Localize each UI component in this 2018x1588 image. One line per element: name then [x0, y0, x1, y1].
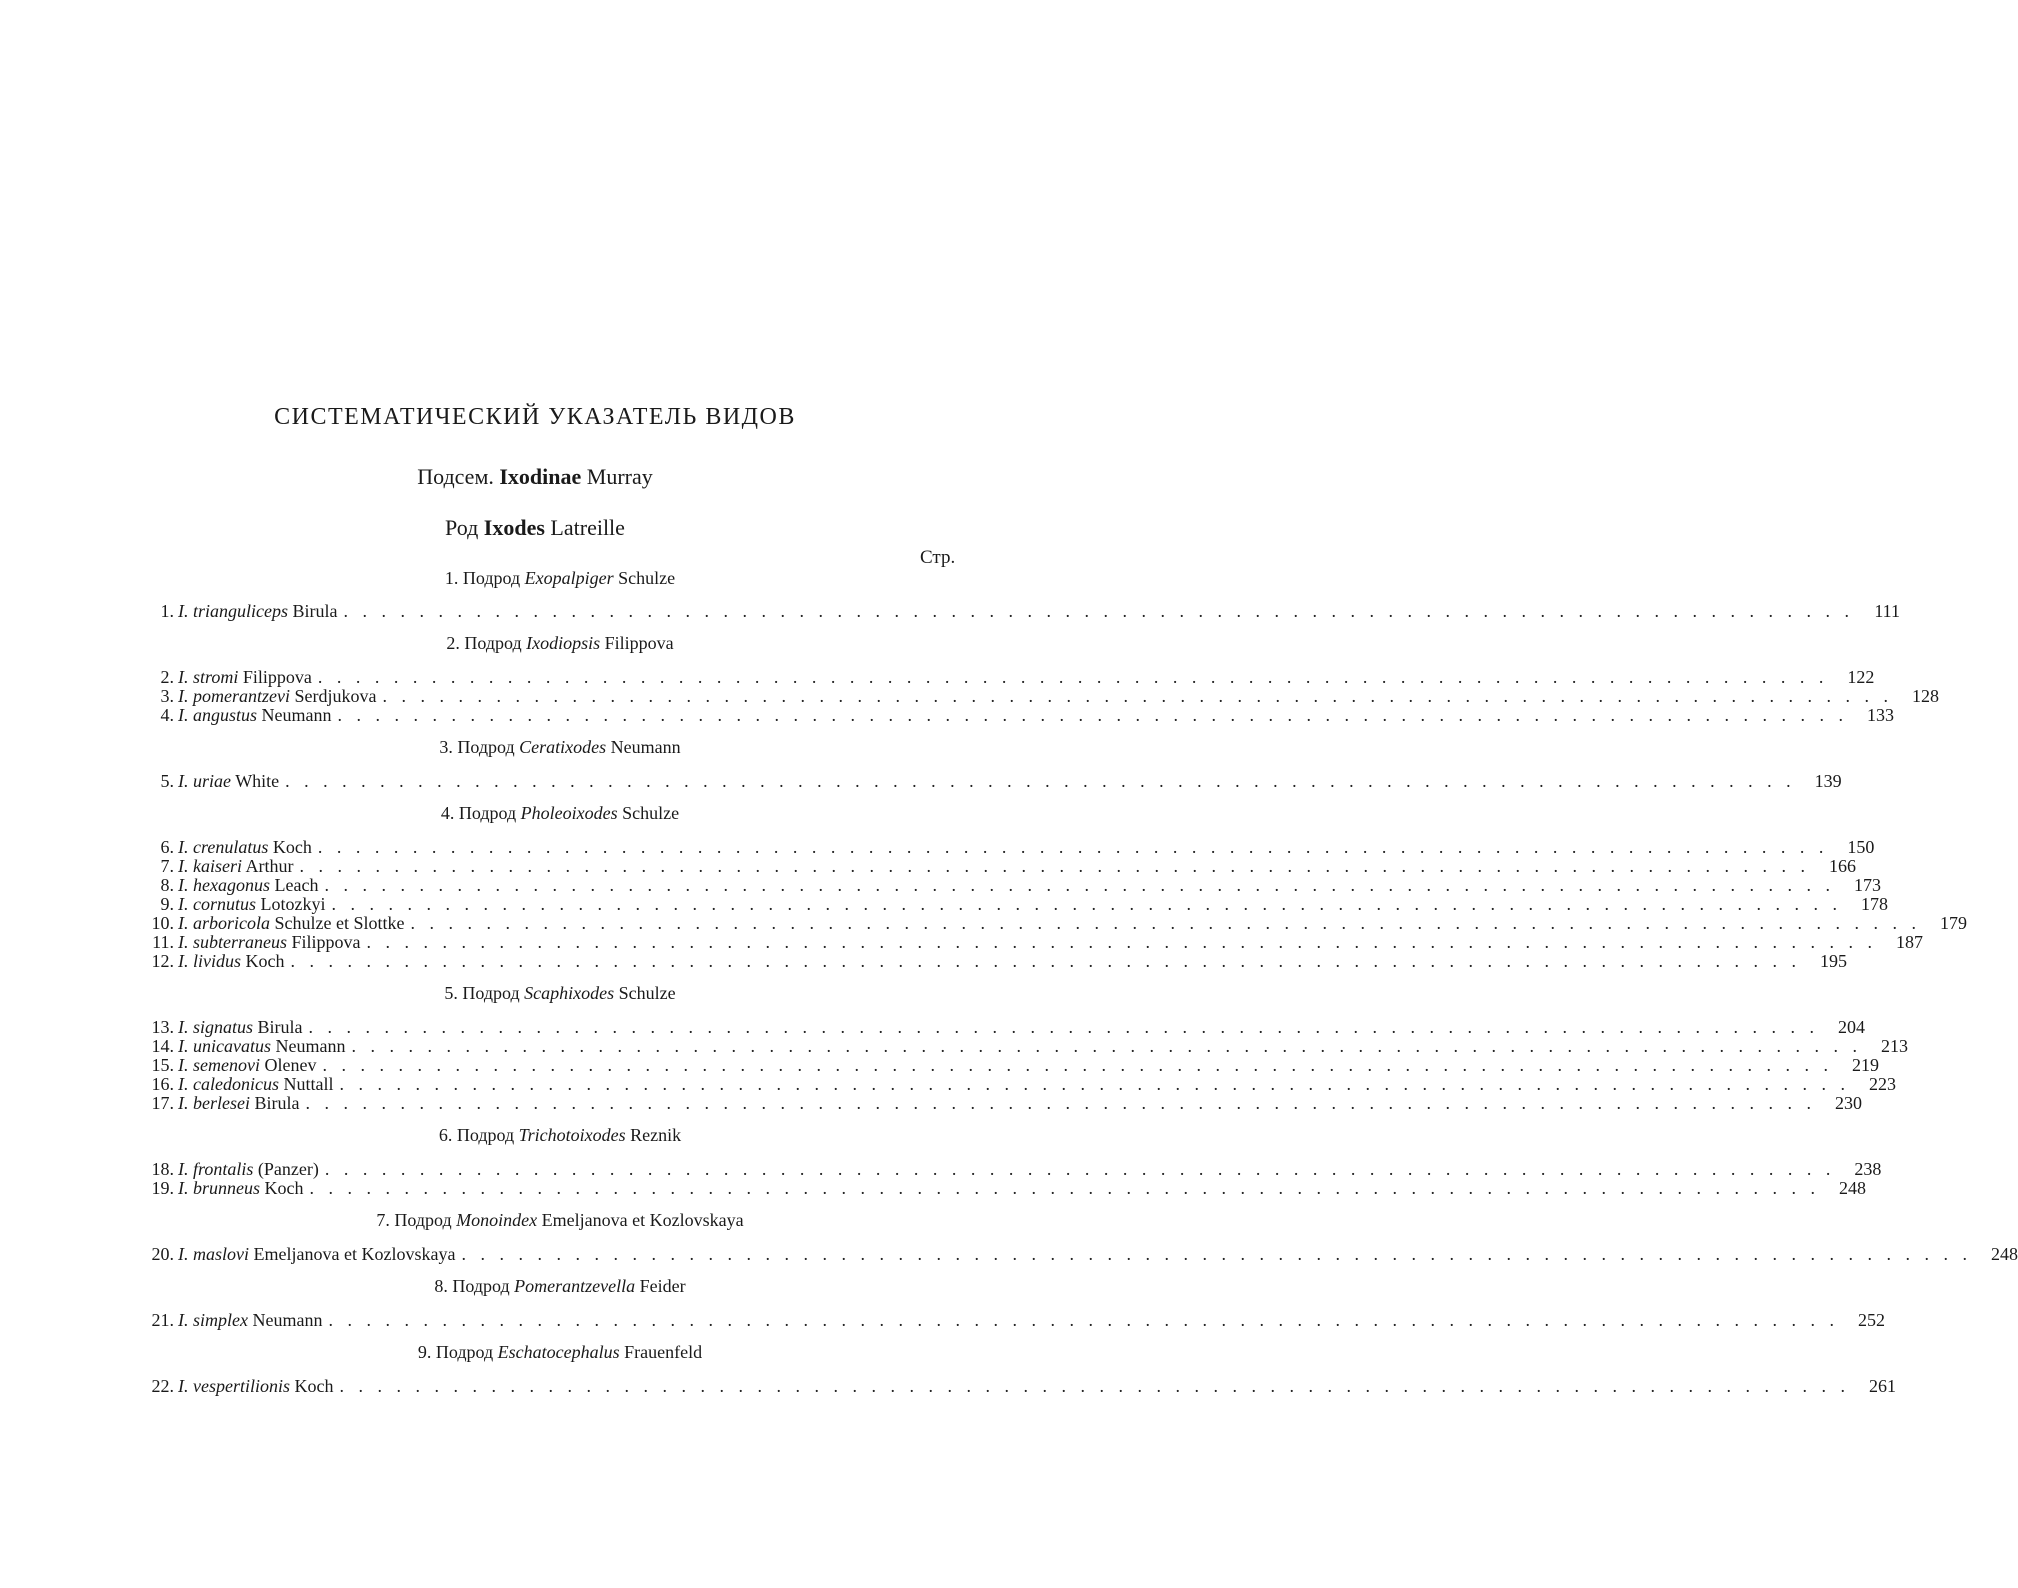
subfamily-name: Ixodinae [499, 464, 582, 489]
subgenus-name: Pholeoixodes [520, 803, 618, 823]
species-entry [140, 1017, 1866, 1037]
page-number: 238 [1854, 1159, 1882, 1179]
subgenus-label: Подрод [458, 803, 517, 823]
genus-abbrev: I. [178, 686, 189, 706]
genus-heading [0, 515, 1070, 541]
species-number: 2. [160, 667, 174, 687]
dot-leader: . . . . . . . . . . . . . . . . . . . . . . . . . . . . . . . . . . . . . . . . . . . . . . . . . . . . . . . . . . . . . . . . . . . . . . . . . . . . . . . . [308, 1017, 1820, 1037]
species-name [174, 1037, 345, 1056]
species-epithet: caledonicus [193, 1074, 279, 1094]
genus-abbrev: I. [178, 932, 189, 952]
genus-abbrev: I. [178, 1159, 189, 1179]
species-entry [140, 1159, 1882, 1179]
species-author: Serdjukova [294, 686, 377, 706]
subgenus-number: 7. [376, 1210, 390, 1230]
species-number: 10. [151, 913, 174, 933]
genus-abbrev: I. [178, 667, 189, 687]
species-list [140, 601, 1900, 621]
subgenus-name: Eschatocephalus [497, 1342, 620, 1362]
page-number: 195 [1820, 951, 1847, 971]
species-entry [140, 1310, 1885, 1330]
subgenus-section [140, 1340, 1896, 1396]
species-list [140, 1017, 1908, 1113]
species-author: Neumann [261, 705, 332, 725]
subgenus-section [140, 1123, 1882, 1198]
genus-name: Ixodes [483, 515, 545, 540]
species-list [140, 1376, 1896, 1396]
species-author: Lotozkyi [260, 894, 326, 914]
species-name [174, 895, 326, 914]
species-entry [140, 932, 1924, 952]
subgenus-number: 8. [434, 1276, 448, 1296]
subgenus-heading [140, 801, 970, 825]
species-number: 16. [151, 1074, 174, 1094]
subgenus-section [140, 631, 1939, 725]
species-list [140, 837, 1967, 971]
species-epithet: cornutus [193, 894, 256, 914]
species-entry [140, 875, 1881, 895]
species-name [174, 914, 405, 933]
subgenus-label: Подрод [462, 983, 520, 1003]
genus-abbrev: I. [178, 1036, 189, 1056]
dot-leader: . . . . . . . . . . . . . . . . . . . . . . . . . . . . . . . . . . . . . . . . . . . . . . . . . . . . . . . . . . . . . . . . . . . . . . . . . . . . . . . . [322, 1055, 1833, 1075]
species-name [174, 602, 338, 621]
species-epithet: vespertilionis [193, 1376, 290, 1396]
species-number: 22. [151, 1376, 174, 1396]
subfamily-author: Murray [586, 464, 653, 489]
species-author: Koch [294, 1376, 334, 1396]
genus-abbrev: I. [178, 1376, 189, 1396]
page-number: 122 [1847, 667, 1875, 687]
species-name [174, 1094, 299, 1113]
species-author: Koch [245, 951, 285, 971]
subgenus-name: Monoindex [456, 1210, 538, 1230]
dot-leader: . . . . . . . . . . . . . . . . . . . . . . . . . . . . . . . . . . . . . . . . . . . . . . . . . . . . . . . . . . . . . . . . . . . . . . . . . . . . . . . . [366, 932, 1878, 952]
species-number: 9. [160, 894, 174, 914]
species-author: (Panzer) [257, 1159, 319, 1179]
species-entry [140, 951, 1847, 971]
subgenus-author: Feider [639, 1276, 686, 1296]
species-name [174, 876, 318, 895]
dot-leader: . . . . . . . . . . . . . . . . . . . . . . . . . . . . . . . . . . . . . . . . . . . . . . . . . . . . . . . . . . . . . . . . . . . . . . . . . . . . . . . . [305, 1093, 1816, 1113]
page-number: 139 [1814, 771, 1842, 791]
genus-abbrev: I. [178, 875, 189, 895]
dot-leader: . . . . . . . . . . . . . . . . . . . . . . . . . . . . . . . . . . . . . . . . . . . . . . . . . . . . . . . . . . . . . . . . . . . . . . . . . . . . . . . . [328, 1310, 1839, 1330]
dot-leader: . . . . . . . . . . . . . . . . . . . . . . . . . . . . . . . . . . . . . . . . . . . . . . . . . . . . . . . . . . . . . . . . . . . . . . . . . . . . . . . . [351, 1036, 1862, 1056]
species-list [140, 771, 1842, 791]
genus-abbrev: I. [178, 1055, 189, 1075]
genus-abbrev: I. [178, 1310, 189, 1330]
species-epithet: brunneus [193, 1178, 260, 1198]
genus-abbrev: I. [178, 913, 189, 933]
genus-abbrev: I. [178, 771, 189, 791]
subgenus-heading [140, 566, 970, 590]
species-author: Emeljanova et Kozlovskaya [253, 1244, 456, 1264]
species-author: Nuttall [283, 1074, 334, 1094]
subgenus-number: 5. [444, 983, 458, 1003]
species-epithet: pomerantzevi [193, 686, 290, 706]
subgenus-name: Ceratixodes [519, 737, 607, 757]
species-list [140, 667, 1939, 725]
species-number: 13. [151, 1017, 174, 1037]
dot-leader: . . . . . . . . . . . . . . . . . . . . . . . . . . . . . . . . . . . . . . . . . . . . . . . . . . . . . . . . . . . . . . . . . . . . . . . . . . . . . . . . [461, 1244, 1972, 1264]
dot-leader: . . . . . . . . . . . . . . . . . . . . . . . . . . . . . . . . . . . . . . . . . . . . . . . . . . . . . . . . . . . . . . . . . . . . . . . . . . . . . . . . [339, 1074, 1850, 1094]
page-number: 150 [1847, 837, 1875, 857]
dot-leader: . . . . . . . . . . . . . . . . . . . . . . . . . . . . . . . . . . . . . . . . . . . . . . . . . . . . . . . . . . . . . . . . . . . . . . . . . . . . . . . . [290, 951, 1801, 971]
page-number: 248 [1839, 1178, 1866, 1198]
species-number: 4. [160, 705, 174, 725]
subgenus-label: Подрод [435, 1342, 494, 1362]
species-name [174, 857, 294, 876]
species-epithet: frontalis [193, 1159, 254, 1179]
genus-abbrev: I. [178, 705, 189, 725]
page-number: 213 [1880, 1036, 1908, 1056]
species-author: Schulze et Slottke [274, 913, 405, 933]
species-entry [140, 667, 1875, 687]
subgenus-author: Neumann [610, 737, 681, 757]
species-number: 8. [160, 875, 174, 895]
species-name [174, 1160, 319, 1179]
species-name [174, 838, 312, 857]
subgenus-heading [140, 1274, 970, 1298]
genus-abbrev: I. [178, 1244, 189, 1264]
subgenus-heading [140, 981, 970, 1005]
subgenus-section [140, 1208, 2018, 1264]
genus-abbrev: I. [178, 1178, 189, 1198]
page-number: 133 [1867, 705, 1894, 725]
subgenus-name: Trichotoixodes [518, 1125, 626, 1145]
species-author: Koch [272, 837, 312, 857]
subgenus-author: Filippova [604, 633, 674, 653]
species-name [174, 706, 332, 725]
subgenus-name: Scaphixodes [524, 983, 615, 1003]
dot-leader: . . . . . . . . . . . . . . . . . . . . . . . . . . . . . . . . . . . . . . . . . . . . . . . . . . . . . . . . . . . . . . . . . . . . . . . . . . . . . . . . [331, 894, 1842, 914]
page-number: 187 [1896, 932, 1924, 952]
subfamily-prefix: Подсем. [417, 464, 494, 489]
subgenus-section [140, 981, 1908, 1113]
genus-abbrev: I. [178, 1074, 189, 1094]
dot-leader: . . . . . . . . . . . . . . . . . . . . . . . . . . . . . . . . . . . . . . . . . . . . . . . . . . . . . . . . . . . . . . . . . . . . . . . . . . . . . . . . [317, 667, 1829, 687]
species-name [174, 1377, 334, 1396]
species-author: Leach [274, 875, 319, 895]
page-number: 252 [1857, 1310, 1885, 1330]
subgenus-section [140, 735, 1842, 791]
subgenus-number: 1. [444, 568, 459, 588]
species-epithet: lividus [193, 951, 241, 971]
species-entry [140, 686, 1939, 706]
subgenus-section [140, 801, 1967, 971]
genus-abbrev: I. [178, 951, 189, 971]
species-name [174, 1018, 303, 1037]
species-entry [140, 1244, 2018, 1264]
genus-abbrev: I. [178, 1093, 189, 1113]
species-epithet: signatus [193, 1017, 254, 1037]
species-entry [140, 601, 1900, 621]
species-entry [140, 771, 1842, 791]
genus-abbrev: I. [178, 1017, 189, 1037]
dot-leader: . . . . . . . . . . . . . . . . . . . . . . . . . . . . . . . . . . . . . . . . . . . . . . . . . . . . . . . . . . . . . . . . . . . . . . . . . . . . . . . . [343, 601, 1854, 621]
page-column-label: Стр. [920, 547, 956, 568]
dot-leader: . . . . . . . . . . . . . . . . . . . . . . . . . . . . . . . . . . . . . . . . . . . . . . . . . . . . . . . . . . . . . . . . . . . . . . . . . . . . . . . . [285, 771, 1796, 791]
species-name [174, 668, 312, 687]
subgenus-number: 9. [417, 1342, 432, 1362]
page-number: 111 [1874, 601, 1900, 621]
subgenus-label: Подрод [452, 1276, 510, 1296]
subgenus-label: Подрод [457, 737, 515, 757]
species-list [140, 1244, 2018, 1264]
species-author: Koch [264, 1178, 304, 1198]
species-number: 11. [152, 932, 174, 952]
genus-abbrev: I. [178, 856, 189, 876]
subgenus-author: Schulze [618, 983, 676, 1003]
species-epithet: angustus [193, 705, 258, 725]
subgenus-label: Подрод [456, 1125, 515, 1145]
species-number: 14. [151, 1036, 174, 1056]
dot-leader: . . . . . . . . . . . . . . . . . . . . . . . . . . . . . . . . . . . . . . . . . . . . . . . . . . . . . . . . . . . . . . . . . . . . . . . . . . . . . . . . [309, 1178, 1820, 1198]
subgenus-sections [140, 556, 2018, 1396]
species-name [174, 952, 285, 971]
species-entry [140, 1055, 1879, 1075]
dot-leader: . . . . . . . . . . . . . . . . . . . . . . . . . . . . . . . . . . . . . . . . . . . . . . . . . . . . . . . . . . . . . . . . . . . . . . . . . . . . . . . . [337, 705, 1848, 725]
page-title: СИСТЕМАТИЧЕСКИЙ УКАЗАТЕЛЬ ВИДОВ [274, 404, 796, 430]
genus-abbrev: I. [178, 601, 189, 621]
page-number: 179 [1940, 913, 1967, 933]
species-number: 3. [160, 686, 174, 706]
species-author: Birula [257, 1017, 303, 1037]
species-epithet: maslovi [193, 1244, 249, 1264]
genus-abbrev: I. [178, 837, 189, 857]
subgenus-name: Ixodiopsis [526, 633, 601, 653]
genus-abbrev: I. [178, 894, 189, 914]
species-entry [140, 913, 1967, 933]
species-number: 19. [151, 1178, 174, 1198]
page-number: 173 [1853, 875, 1881, 895]
species-entry [140, 705, 1894, 725]
page-number: 204 [1838, 1017, 1866, 1037]
subgenus-heading [140, 1208, 970, 1232]
subgenus-name: Pomerantzevella [514, 1276, 636, 1296]
species-number: 7. [160, 856, 174, 876]
page-number: 128 [1911, 686, 1939, 706]
species-entry [140, 1036, 1908, 1056]
species-entry [140, 837, 1875, 857]
species-author: Filippova [242, 667, 312, 687]
species-entry [140, 894, 1888, 914]
subgenus-label: Подрод [394, 1210, 452, 1230]
dot-leader: . . . . . . . . . . . . . . . . . . . . . . . . . . . . . . . . . . . . . . . . . . . . . . . . . . . . . . . . . . . . . . . . . . . . . . . . . . . . . . . . [410, 913, 1921, 933]
species-epithet: stromi [193, 667, 239, 687]
subgenus-number: 4. [440, 803, 455, 823]
species-list [140, 1159, 1882, 1198]
species-number: 21. [151, 1310, 174, 1330]
subgenus-heading [140, 1123, 970, 1147]
species-author: Birula [254, 1093, 300, 1113]
subgenus-author: Schulze [618, 568, 676, 588]
species-epithet: simplex [193, 1310, 248, 1330]
species-number: 6. [160, 837, 174, 857]
page-number: 219 [1851, 1055, 1879, 1075]
subgenus-section [140, 1274, 1885, 1330]
species-number: 17. [151, 1093, 174, 1113]
species-entry [140, 1178, 1866, 1198]
subgenus-author: Schulze [622, 803, 680, 823]
species-epithet: semenovi [193, 1055, 260, 1075]
genus-author: Latreille [550, 515, 625, 540]
dot-leader: . . . . . . . . . . . . . . . . . . . . . . . . . . . . . . . . . . . . . . . . . . . . . . . . . . . . . . . . . . . . . . . . . . . . . . . . . . . . . . . . [317, 837, 1829, 857]
species-epithet: uriae [193, 771, 231, 791]
species-author: Neumann [252, 1310, 323, 1330]
subfamily-heading [0, 464, 1070, 490]
species-epithet: kaiseri [193, 856, 242, 876]
species-epithet: hexagonus [193, 875, 270, 895]
species-name [174, 933, 361, 952]
species-number: 18. [151, 1159, 174, 1179]
subgenus-section [140, 566, 1900, 621]
species-name [174, 1245, 455, 1264]
subgenus-heading [140, 1340, 970, 1364]
species-entry [140, 1074, 1896, 1094]
species-author: Olenev [264, 1055, 317, 1075]
species-epithet: unicavatus [193, 1036, 271, 1056]
species-epithet: arboricola [193, 913, 271, 933]
species-number: 1. [160, 601, 174, 621]
species-author: Arthur [245, 856, 294, 876]
species-epithet: berlesei [193, 1093, 250, 1113]
subgenus-number: 2. [446, 633, 460, 653]
dot-leader: . . . . . . . . . . . . . . . . . . . . . . . . . . . . . . . . . . . . . . . . . . . . . . . . . . . . . . . . . . . . . . . . . . . . . . . . . . . . . . . . [324, 875, 1835, 895]
species-entry [140, 856, 1857, 876]
dot-leader: . . . . . . . . . . . . . . . . . . . . . . . . . . . . . . . . . . . . . . . . . . . . . . . . . . . . . . . . . . . . . . . . . . . . . . . . . . . . . . . . [324, 1159, 1836, 1179]
species-author: Birula [292, 601, 338, 621]
dot-leader: . . . . . . . . . . . . . . . . . . . . . . . . . . . . . . . . . . . . . . . . . . . . . . . . . . . . . . . . . . . . . . . . . . . . . . . . . . . . . . . . [339, 1376, 1850, 1396]
species-name [174, 1179, 304, 1198]
subgenus-heading [140, 735, 970, 759]
species-entry [140, 1093, 1862, 1113]
subgenus-author: Emeljanova et Kozlovskaya [541, 1210, 744, 1230]
species-name [174, 1311, 322, 1330]
page-number: 166 [1829, 856, 1857, 876]
genus-prefix: Род [445, 515, 479, 540]
dot-leader: . . . . . . . . . . . . . . . . . . . . . . . . . . . . . . . . . . . . . . . . . . . . . . . . . . . . . . . . . . . . . . . . . . . . . . . . . . . . . . . . [299, 856, 1811, 876]
species-author: Filippova [291, 932, 361, 952]
species-author: Neumann [275, 1036, 346, 1056]
species-author: White [235, 771, 280, 791]
species-epithet: crenulatus [193, 837, 269, 857]
species-list [140, 1310, 1885, 1330]
species-number: 20. [151, 1244, 174, 1264]
species-entry [140, 1376, 1896, 1396]
page-number: 261 [1869, 1376, 1896, 1396]
subgenus-heading [140, 631, 970, 655]
page-number: 230 [1834, 1093, 1862, 1113]
species-name [174, 1075, 333, 1094]
subgenus-name: Exopalpiger [524, 568, 614, 588]
subgenus-label: Подрод [462, 568, 521, 588]
species-name [174, 1056, 316, 1075]
species-name [174, 772, 279, 791]
species-number: 12. [151, 951, 174, 971]
species-number: 15. [151, 1055, 174, 1075]
page-number: 248 [1990, 1244, 2018, 1264]
species-number: 5. [160, 771, 174, 791]
dot-leader: . . . . . . . . . . . . . . . . . . . . . . . . . . . . . . . . . . . . . . . . . . . . . . . . . . . . . . . . . . . . . . . . . . . . . . . . . . . . . . . . [382, 686, 1893, 706]
page-number: 178 [1861, 894, 1888, 914]
subgenus-label: Подрод [464, 633, 522, 653]
subgenus-number: 6. [438, 1125, 453, 1145]
subgenus-number: 3. [439, 737, 453, 757]
species-epithet: subterraneus [193, 932, 287, 952]
species-epithet: trianguliceps [193, 601, 288, 621]
species-name [174, 687, 376, 706]
subgenus-author: Frauenfeld [624, 1342, 703, 1362]
page-number: 223 [1868, 1074, 1896, 1094]
subgenus-author: Reznik [630, 1125, 682, 1145]
